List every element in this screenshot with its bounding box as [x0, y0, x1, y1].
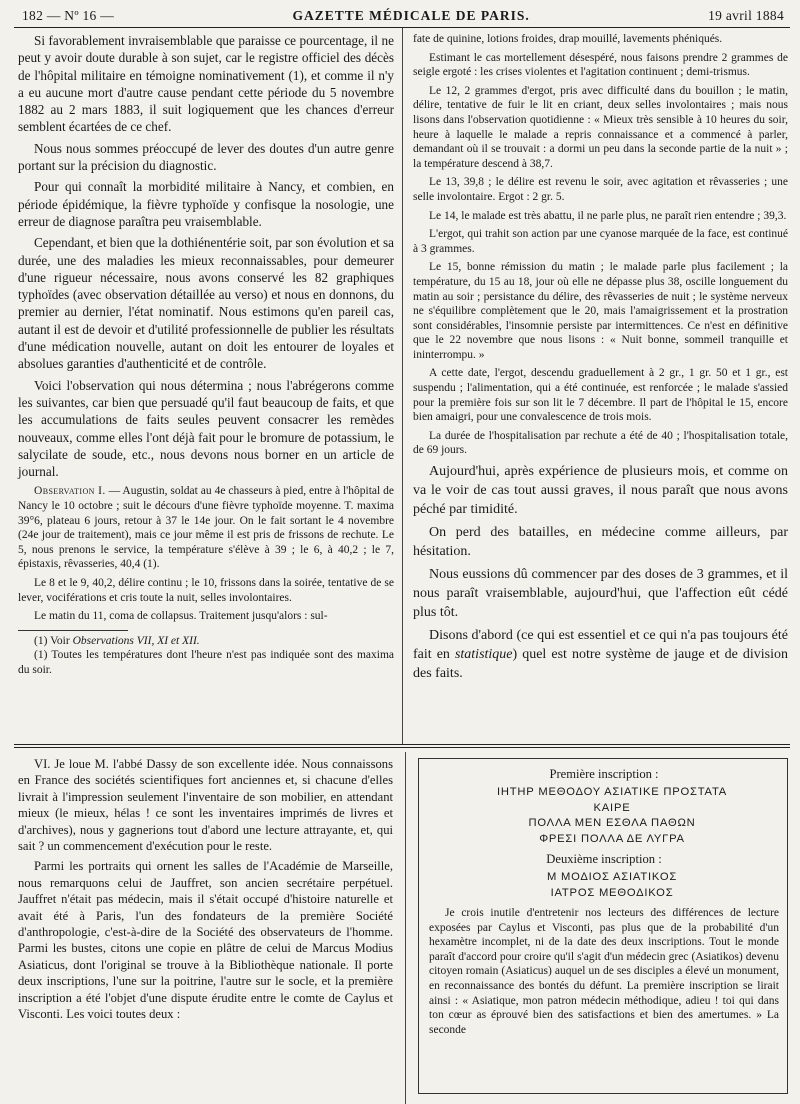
- left-column: [14, 28, 403, 744]
- text-run: Disons d'abord (ce qui est essentiel et ce qui n'a pas toujours été fait en: [413, 628, 788, 663]
- footnote-rule: [18, 630, 128, 631]
- greek-line: Μ ΜΟΔΙΟΣ ΑΣΙΑΤΙΚΟΣ: [546, 871, 678, 883]
- paragraph: L'ergot, qui trahit son action par une cyanose marquée de la face, est continué à 3 grammes.: [413, 228, 788, 255]
- paragraph: Estimant le cas mortellement désespéré, nous faisons prendre 2 grammes de seigle ergoté : les crises violentes et l'agitation continuent ; demi-trismus.: [413, 51, 788, 79]
- paragraph: Le 14, le malade est très abattu, il ne parle plus, ne paraît rien entendre ; 39,3.: [429, 209, 787, 222]
- paragraph: Le 15, bonne rémission du matin ; le malade parle plus facilement ; la température, du 15 au 18, jour où elle ne dépasse plus 38, oscille longuement du matin au soir ; persistance du délire, des rêvasseries de nuit ; le système nerveux ne s'équilibre complètement que le 20, mais l'amaigrissement et la prostration sont considérables, l'insomnie persiste par intermittences. Ce n'est en définitive que le 22 novembre que nous lisons : « Nuit bonne, sommeil tranquille et ininterrompu. »: [413, 261, 788, 361]
- paragraph: On perd des batailles, en médecine comme ailleurs, par hésitation.: [413, 525, 788, 560]
- observation-text: — Augustin, soldat au 4e chasseurs à pied, entre à l'hôpital de Nancy le 10 octobre ; suit le décours d'une fièvre typhoïde moyenne. T. maxima 39°6, plateau 6 jours, retour à 37 le 14e jour. On le fait sortant le 4 novembre (24e jour de traitement), mais ce jour même il est pris de frissons de rechute. Le 5, nous prenons le service, la température s'élève à 39 ; le 6, à 40,2 ; le 7, épistaxis, rêvasseries, 40,4 (1).: [18, 485, 394, 571]
- feuilleton-section: [14, 752, 790, 1104]
- paragraph: Si favorablement invraisemblable que paraisse ce pourcentage, il ne peut y avoir doute durable à son sujet, car le registre officiel des décès de l'hôpital militaire en témoigne nominativement (1), et comme il n'y a eu aucune mort d'autre cause pendant cette période du 5 novembre 1882 au 2 mars 1883, il suit logiquement que les chances d'erreur semblent écartées de ce chef.: [18, 33, 394, 135]
- paragraph: Le matin du 11, coma de collapsus. Traitement jusqu'alors : sul-: [34, 610, 328, 623]
- paragraph: Voici l'observation qui nous détermina ; nous l'abrégerons comme les suivantes, car bien que persuadé qu'il faut beaucoup de faits, et que les accumulations de faits seules peuvent consacrer les remèdes nouveaux, comme elles l'ont déjà fait pour le bromure de potassium, le salycilate de soude, etc., nous devons nous borner en un article de journal.: [18, 377, 394, 480]
- feuilleton-left-column: [14, 752, 406, 1104]
- footnote: (1) Toutes les températures dont l'heure n'est pas indiquée sont des maxima du soir.: [18, 649, 394, 676]
- first-inscription: [429, 767, 779, 847]
- greek-line: ΦΡΕΣΙ ΠΟΛΛΑ ΔΕ ΛΥΓΡΑ: [539, 832, 685, 845]
- right-column: [403, 28, 790, 744]
- paragraph: A cette date, l'ergot, descendu graduellement à 2 gr., 1 gr. 50 et 1 gr., est suspendu ; l'alimentation, qui a été continuée, est renforcée ; le malade s'assied pour la première fois sur son lit le 7 décembre. Il part de l'hôpital le 15, encore bien amaigri, pour une convalescence de trois mois.: [413, 367, 788, 424]
- greek-line: ΠΟΛΛΑ ΜΕΝ ΕΣΘΛΑ ΠΑΘΩΝ: [528, 817, 696, 829]
- paragraph: Cependant, et bien que la dothiénentérie soit, par son évolution et sa durée, une des maladies les mieux reconnaissables, pour demeurer d'une rigueur nécessaire, nous avons conservé les 82 graphiques typhoïdes (avec observation détaillée au verso) et nous en donnons, du premier au dernier, l'état nominatif. Nous estimons qu'en pareil cas, autant il est de devoir et d'utilité professionnelle de publier les résultats d'une médication nouvelle, autant on doit les entourer de loyales et absolues garanties d'authenticité et de contrôle.: [18, 235, 394, 372]
- section-separator: [14, 744, 790, 748]
- paragraph: Je crois inutile d'entretenir nos lecteurs des différences de lecture exposées par Caylus et Visconti, pas plus que de la probabilité d'un hexamètre incomplet, ni de la date des deux inscriptions. Tout le monde paraît d'accord pour croire qu'il s'agit d'un médecin grec (Asiatikos) devenu citoyen romain (Asiaticus) auquel un de ses disciples a élevé un monument, en reconnaissance des bontés du défunt. La première inscription se lirait ainsi : « Asiatique, mon patron médecin méthodique, adieu ! toi qui dans ton cœur as éprouvé bien des satisfactions et bien des amertumes. » La seconde: [429, 907, 779, 1036]
- greek-line: ΚΑΙΡΕ: [593, 801, 631, 814]
- footnotes: [18, 634, 394, 678]
- page-header: [14, 8, 790, 28]
- text-run: ) quel est notre système de jauge et de division des faits.: [413, 647, 789, 682]
- inscription-title: Première inscription :: [549, 767, 659, 781]
- paragraph: Pour qui connaît la morbidité militaire à Nancy, et combien, en période épidémique, la fièvre typhoïde y confisque la nosologie, une erreur de diagnose paraîtra peu vraisemblable.: [18, 179, 394, 229]
- footnote-text: (1) Voir: [34, 634, 73, 647]
- inscription-box: [418, 758, 788, 1094]
- article-columns: [14, 28, 790, 744]
- issue-date: 19 avril 1884: [708, 8, 784, 23]
- paragraph: Parmi les portraits qui ornent les salles de l'Académie de Marseille, nous remarquons celui de Jauffret, son ancien secrétaire perpétuel. Jauffret n'était pas médecin, mais il s'était occupé d'histoire naturelle et avait été à Paris, l'un des fondateurs de la première Société d'anthropologie, c'est-à-dire de la Société des observateurs de l'homme. Parmi les bustes, citons une copie en plâtre de celui de Marcus Modius Asiaticus, dont l'original se trouve à la Bibliothèque nationale. Il porte deux inscriptions, l'une sur la poitrine, l'autre sur le socle, et la première inscription a été l'objet d'une dispute érudite entre le comte de Caylus et Visconti. Les voici toutes deux :: [18, 859, 393, 1022]
- paragraph: Nous nous sommes préoccupé de lever des doutes d'un autre genre portant sur la précision du diagnostic.: [18, 140, 394, 174]
- greek-line: ІНТНР ΜΕΘΟΔΟΥ ΑΣΙΑΤΙΚΕ ΠΡΟΣΤΑΤΑ: [496, 786, 728, 798]
- inscription-title: Deuxième inscription :: [546, 852, 662, 866]
- footnote-italic: Observations VII, XI et XII.: [72, 634, 200, 647]
- paragraph: [413, 626, 788, 683]
- feuilleton-right-column: [406, 752, 790, 1104]
- paragraph: VI. Je loue M. l'abbé Dassy de son excellente idée. Nous connaissons en France des sociétés scientifiques fort anciennes et, si chacune d'elles livrait à l'impression seulement l'inventaire de son mobilier, en attendant mieux (le mieux, hélas ! ce sont les inventaires imprimés de livres et d'archives), nous y gagnerions tout d'abord une lecture attrayante, et, qui sait ? un commencement d'exécution pour le reste.: [18, 757, 393, 854]
- paragraph: La durée de l'hospitalisation par rechute a été de 40 ; l'hospitalisation totale, de 69 jours.: [413, 429, 788, 457]
- paragraph: Le 13, 39,8 ; le délire est revenu le soir, avec agitation et rêvasseries ; une selle involontaire. Ergot : 2 gr. 5.: [413, 176, 788, 203]
- paragraph: fate de quinine, lotions froides, drap mouillé, lavements phéniqués.: [413, 33, 723, 45]
- footnote: [18, 634, 394, 649]
- greek-line: ΙΑΤΡΟΣ ΜΕΘΟΔΙΚΟΣ: [550, 886, 674, 899]
- journal-title: GAZETTE MÉDICALE DE PARIS.: [292, 8, 530, 23]
- italic-run: statistique: [454, 647, 513, 663]
- paragraph: Aujourd'hui, après expérience de plusieurs mois, et comme on va le voir de cas tout aussi graves, il nous paraît que nous avons péché par timidité.: [413, 464, 788, 518]
- paragraph: Le 12, 2 grammes d'ergot, pris avec difficulté dans du bouillon ; le matin, délire, tentative de fuir le lit en criant, deux selles involontaires ; mais nous lisons dans l'observation quotidienne : « Mieux très sensible à 10 heures du soir, heure à laquelle le malade a repris connaissance et a commencé à parler, demandant où il se trouvait : a dormi un peu dans la seconde partie de la nuit » ; la température descend à 38,7.: [413, 84, 788, 170]
- observation-paragraph: [18, 484, 394, 572]
- paragraph: Nous eussions dû commencer par des doses de 3 grammes, et il nous paraît vraisemblable, aujourd'hui, que l'affection eût cédé plus tôt.: [413, 567, 788, 621]
- observation-label: Observation I.: [34, 485, 106, 498]
- paragraph: Le 8 et le 9, 40,2, délire continu ; le 10, frissons dans la soirée, tentative de se lever, vociférations et cris toute la nuit, selles involontaires.: [18, 576, 394, 604]
- page-number: 182 — Nº 16 —: [22, 8, 115, 23]
- second-inscription: [429, 852, 779, 901]
